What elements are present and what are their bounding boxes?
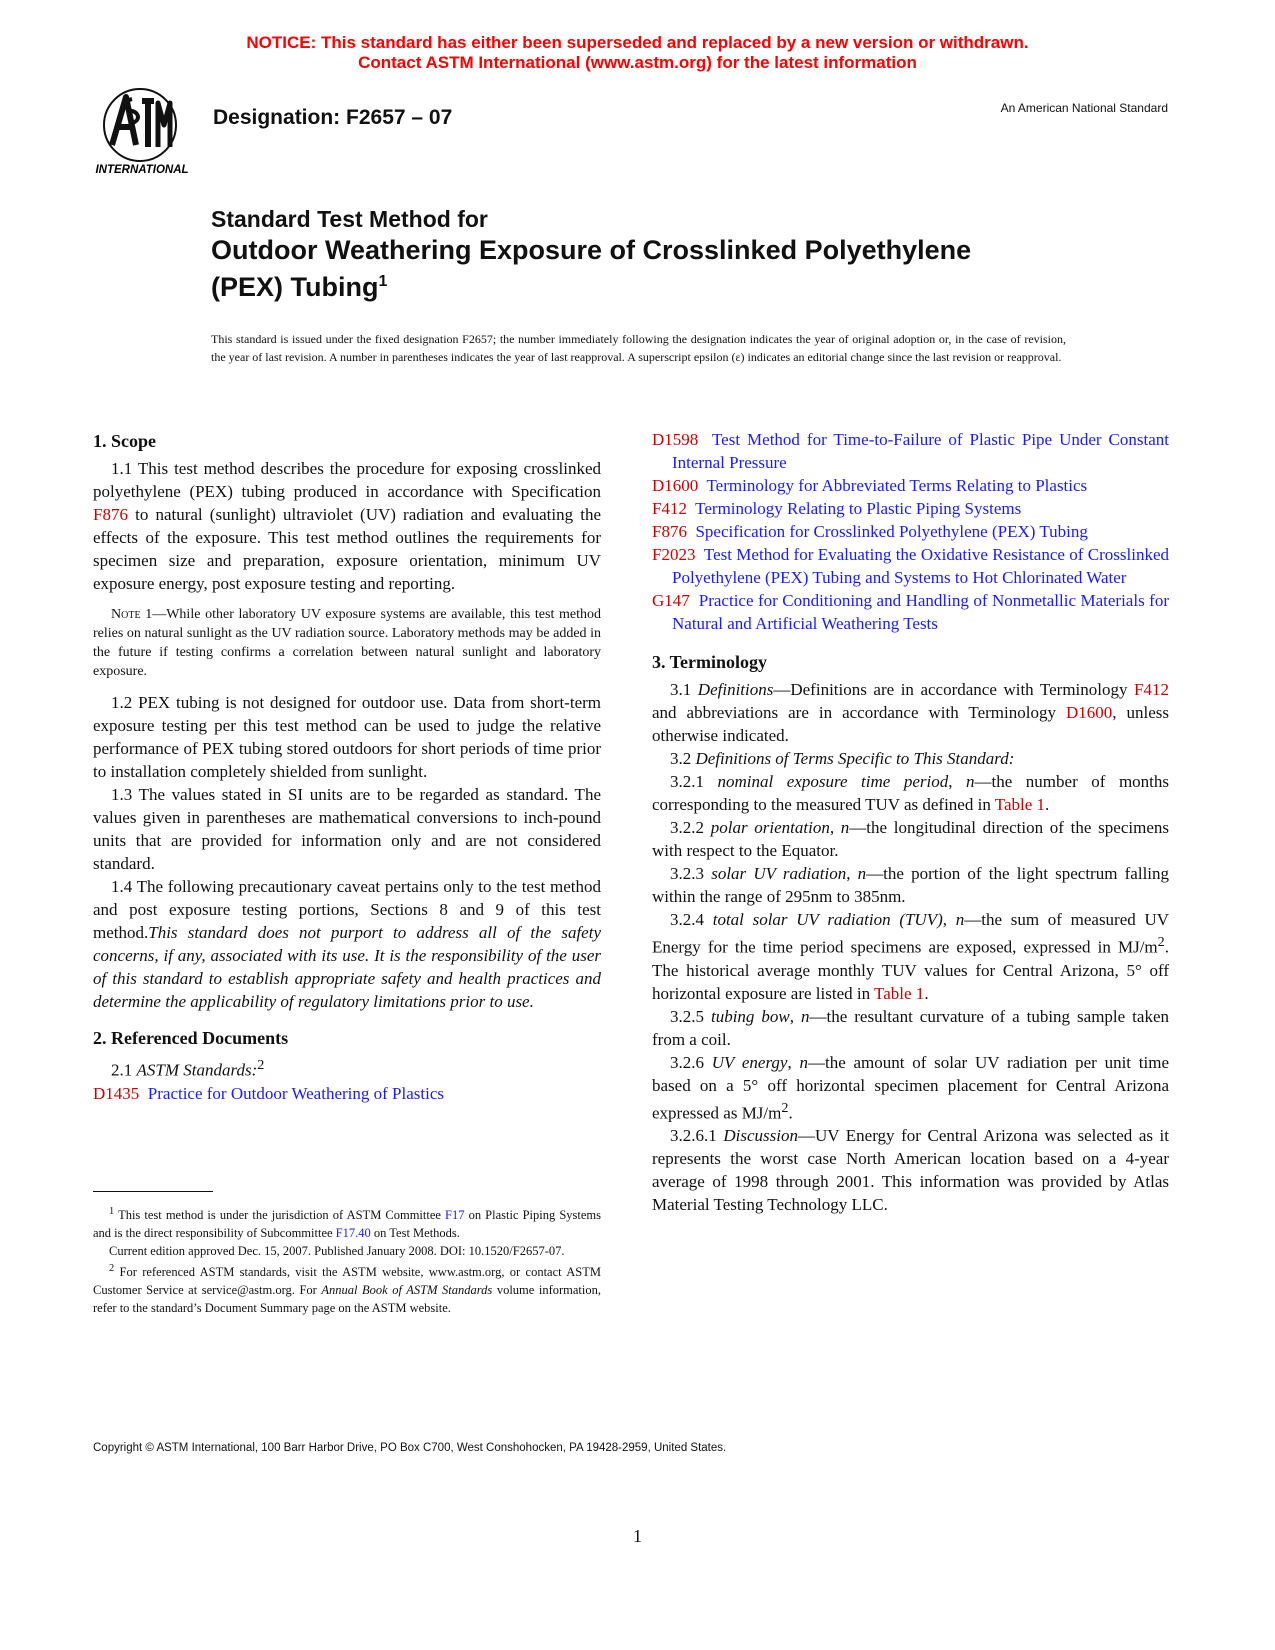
- ref-item-d1600[interactable]: D1600 Terminology for Abbreviated Terms Relating to Plastics: [652, 476, 1088, 495]
- ref-link-f876[interactable]: F876: [93, 505, 128, 524]
- title-footnote-mark: 1: [378, 273, 388, 290]
- para-1-1: 1.1 This test method describes the procedure for exposing crosslinked polyethylene (PEX) tubing produced in accordance with Specification F876 to natural (sunlight) ultraviolet (UV) radiation and evaluating the effects of the exposure. This test method outlines the requirements for specimen size and preparation, exposure orientation, minimum UV exposure energy, post exposure testing and reporting.: [93, 459, 601, 593]
- footnote-2: $^2$ For referenced ASTM standards, visit the ASTM website, www.astm.org, or contact ASTM Customer Service at service@astm.org. For Annual Book of ASTM Standards volume information, refer to the standard’s Document Summary page on the ASTM website.: [93, 1263, 601, 1316]
- para-1-4: 1.4 The following precautionary caveat pertains only to the test method and post exposure testing portions, Sections 8 and 9 of this test method.This standard does not purport to address all of the safety concerns, if any, associated with its use. It is the responsibility of the user of this standard to establish appropriate safety and health practices and determine the applicability of regulatory limitations prior to use.: [93, 877, 601, 1011]
- table-1-link[interactable]: Table 1: [874, 983, 925, 1003]
- right-column: [652, 428, 1169, 1216]
- ref-item-f2023[interactable]: F2023 Test Method for Evaluating the Oxidative Resistance of Crosslinked Polyethylene (PEX) Tubing and Systems to Hot Chlorinated Water: [652, 545, 1169, 587]
- logo-text: INTERNATIONAL: [95, 164, 189, 176]
- para-3-2-4: 3.2.4 total solar UV radiation (TUV), n—the sum of measured UV Energy for the time period specimens are exposed, expressed in $MJ/m^2$. The historical average monthly TUV values for Central Arizona, 5° off horizontal exposure are listed in Table 1.: [652, 910, 1170, 1003]
- para-3-2: 3.2 Definitions of Terms Specific to This Standard:: [670, 749, 1015, 768]
- ref-item-g147[interactable]: G147 Practice for Conditioning and Handling of Nonmetallic Materials for Natural and Artificial Weathering Tests: [652, 591, 1169, 633]
- footnote-divider: [93, 1191, 213, 1192]
- section-heading-terminology: 3. Terminology: [652, 652, 768, 672]
- ref-item-d1435[interactable]: D1435 Practice for Outdoor Weathering of Plastics: [93, 1083, 444, 1103]
- para-3-2-6-1: 3.2.6.1 Discussion—UV Energy for Central Arizona was selected as it represents the worst case North American location based on a 4-year average of 1998 through 2001. This information was provided by Atlas Material Testing Technology LLC.: [652, 1126, 1170, 1215]
- designation: Designation: F2657 – 07: [213, 106, 453, 129]
- withdrawal-notice: [0, 33, 1275, 73]
- ref-link-d1600[interactable]: D1600: [1065, 703, 1113, 722]
- footnote-1-edition: Current edition approved Dec. 15, 2007. Published January 2008. DOI: 10.1520/F2657-07.: [109, 1244, 565, 1259]
- notice-line-1: NOTICE: This standard has either been superseded and replaced by a new version or withdrawn.: [246, 33, 1029, 52]
- para-3-2-5: 3.2.5 tubing bow, n—the resultant curvature of a tubing sample taken from a coil.: [652, 1006, 1169, 1049]
- title-line-1: Standard Test Method for: [211, 206, 488, 232]
- committee-f17-link[interactable]: F17: [445, 1208, 465, 1223]
- footnotes: [93, 1203, 601, 1317]
- copyright-line: Copyright © ASTM International, 100 Barr Harbor Drive, PO Box C700, West Conshohocken, PA 19428-2959, United States.: [93, 1442, 727, 1454]
- document-title: [211, 204, 1111, 303]
- section-heading-referenced-documents: 2. Referenced Documents: [93, 1028, 289, 1048]
- table-1-link[interactable]: Table 1: [994, 795, 1046, 814]
- page-number: 1: [633, 1526, 642, 1546]
- para-3-2-1: 3.2.1 nominal exposure time period, n—the number of months corresponding to the measured TUV as defined in Table 1.: [652, 772, 1170, 814]
- astm-logo-icon: [92, 85, 192, 177]
- left-column: [93, 430, 601, 1105]
- note-1: Note 1—While other laboratory UV exposure systems are available, this test method relies on natural sunlight as the UV radiation source. Laboratory methods may be added in the future if testing confirms a correlation between natural sunlight and laboratory exposure.: [93, 607, 601, 679]
- ref-item-f876[interactable]: F876 Specification for Crosslinked Polyethylene (PEX) Tubing: [652, 522, 1088, 541]
- para-3-2-3: 3.2.3 solar UV radiation, n—the portion of the light spectrum falling within the range of 295nm to 385nm.: [652, 864, 1170, 906]
- title-line-2: Outdoor Weathering Exposure of Crosslinked Polyethylene: [211, 235, 972, 265]
- para-3-2-2: 3.2.2 polar orientation, n—the longitudinal direction of the specimens with respect to the Equator.: [652, 818, 1169, 860]
- footnote-1: $^1$ This test method is under the jurisdiction of ASTM Committee F17 on Plastic Piping Systems and is the direct responsibility of Subcommittee F17.40 on Test Methods.: [93, 1206, 602, 1241]
- notice-line-2[interactable]: Contact ASTM International (www.astm.org) for the latest information: [358, 53, 917, 72]
- para-1-2: 1.2 PEX tubing is not designed for outdoor use. Data from short-term exposure testing per this test method can be used to judge the relative performance of PEX tubing stored outdoors for short periods of time prior to installation completely shielded from sunlight.: [93, 693, 601, 781]
- ref-item-f412[interactable]: F412 Terminology Relating to Plastic Piping Systems: [652, 499, 1022, 518]
- para-2-1: 2.1 ASTM Standards:$^2$: [111, 1057, 265, 1080]
- astm-logo: [92, 85, 192, 177]
- para-1-3: 1.3 The values stated in SI units are to be regarded as standard. The values given in parentheses are mathematical conversions to inch-pound units that are provided for information only and are not considered standard.: [93, 785, 601, 873]
- ref-link-f412[interactable]: F412: [1134, 680, 1169, 699]
- para-3-1: 3.1 Definitions—Definitions are in accordance with Terminology F412 and abbreviations are in accordance with Terminology D1600, unless otherwise indicated.: [652, 680, 1170, 745]
- american-national-standard-label: An American National Standard: [1000, 101, 1168, 115]
- para-3-2-6: 3.2.6 UV energy, n—the amount of solar UV radiation per unit time based on a 5° off horizontal specimen placement for Central Arizona expressed as $MJ/m^2$.: [652, 1052, 1169, 1123]
- issuance-statement: This standard is issued under the fixed designation F2657; the number immediately following the designation indicates the year of original adoption or, in the case of revision, the year of last revision. A number in parentheses indicates the year of last reapproval. A superscript epsilon (ε) indicates an editorial change since the last revision or reapproval.: [211, 332, 1066, 364]
- subcommittee-f17-40-link[interactable]: F17.40: [335, 1226, 371, 1241]
- title-line-3: (PEX) Tubing$^1$: [211, 272, 388, 302]
- ref-item-d1598[interactable]: D1598 Test Method for Time-to-Failure of Plastic Pipe Under Constant Internal Pressure: [652, 430, 1169, 472]
- section-heading-scope: 1. Scope: [93, 431, 156, 451]
